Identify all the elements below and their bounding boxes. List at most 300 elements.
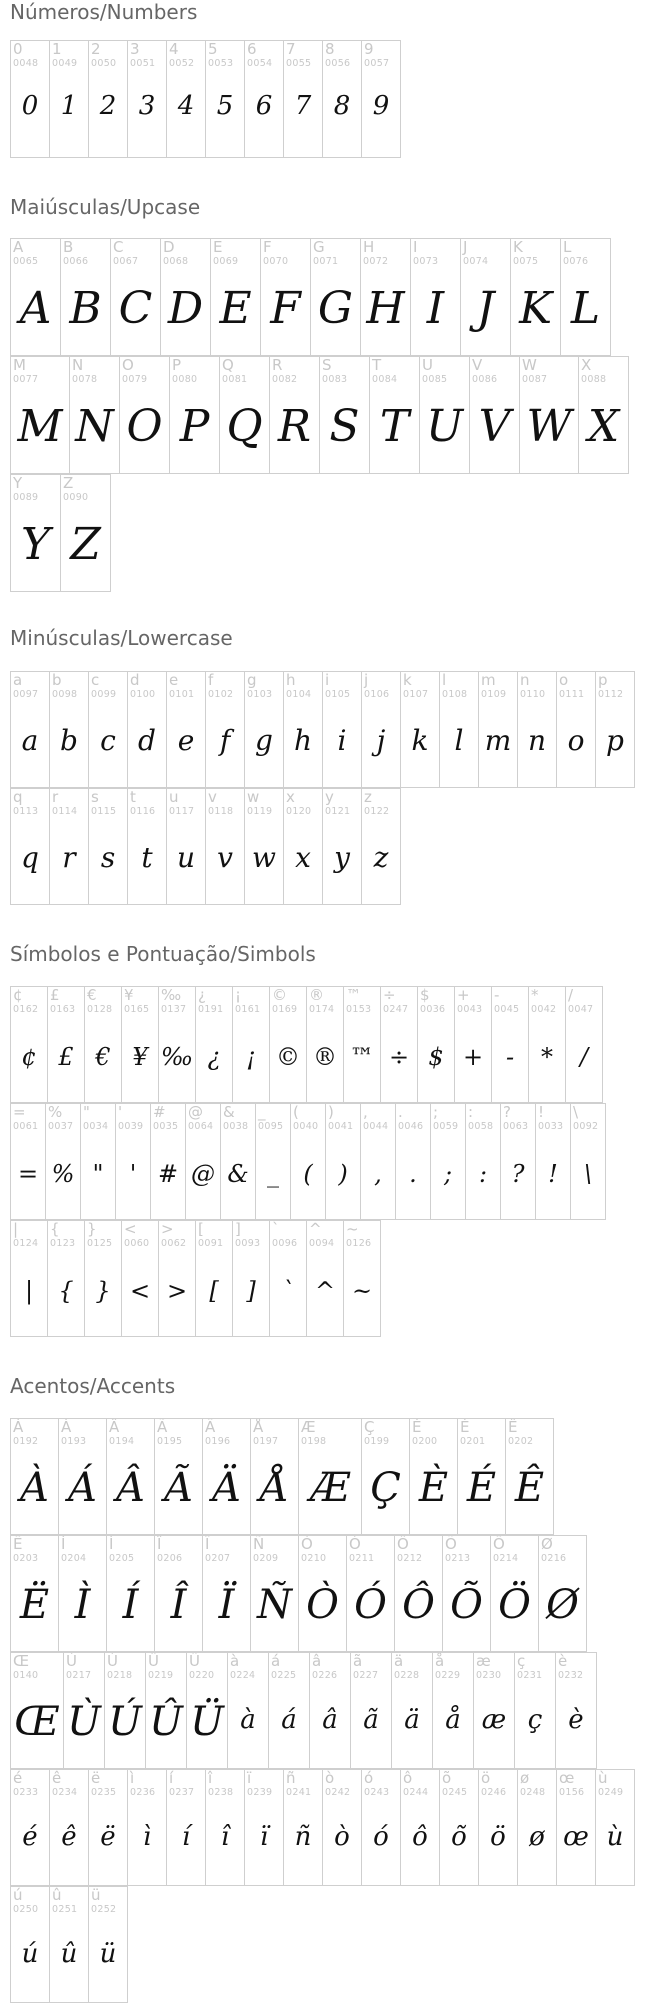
glyph-code: 0207: [205, 1553, 231, 1564]
glyph-cell: [298, 1418, 362, 1535]
glyph-char-label: E: [213, 238, 223, 256]
glyph-cell: [409, 1418, 458, 1535]
glyph-code: 0226: [312, 1670, 338, 1681]
glyph-cell: [360, 1103, 396, 1220]
glyph-char-label: Q: [222, 356, 234, 374]
glyph-preview: Ï: [218, 1582, 235, 1628]
glyph-cell: [119, 356, 170, 474]
glyph-code: 0111: [559, 689, 585, 700]
glyph-code: 0196: [205, 1436, 231, 1447]
glyph-code: 0037: [48, 1121, 74, 1132]
glyph-cell: [127, 1769, 167, 1886]
glyph-cell: [519, 356, 579, 474]
glyph-code: 0251: [52, 1904, 78, 1915]
glyph-code: 0229: [435, 1670, 461, 1681]
glyph-code: 0241: [286, 1787, 312, 1798]
glyph-char-label: D: [163, 238, 175, 256]
glyph-code: 0052: [169, 58, 195, 69]
glyph-code: 0107: [403, 689, 429, 700]
glyph-cell: [250, 1418, 299, 1535]
glyph-cell: [454, 986, 492, 1103]
glyph-preview: (: [303, 1160, 313, 1188]
glyph-code: 0153: [346, 1004, 372, 1015]
glyph-preview: =: [17, 1160, 39, 1188]
glyph-preview: l: [454, 724, 464, 757]
glyph-cell: [460, 238, 511, 356]
glyph-preview: e: [177, 724, 195, 757]
glyph-preview: ¥: [132, 1043, 148, 1071]
glyph-char-label: ó: [364, 1769, 374, 1787]
glyph-char-label: ç: [517, 1652, 526, 1670]
glyph-code: 0092: [573, 1121, 599, 1132]
glyph-cell: [473, 1652, 515, 1769]
glyph-preview: -: [505, 1043, 515, 1071]
glyph-char-label: G: [313, 238, 325, 256]
glyph-preview: n: [527, 724, 547, 757]
glyph-code: 0126: [346, 1238, 372, 1249]
glyph-char-label: @: [188, 1103, 203, 1121]
glyph-char-label: &: [223, 1103, 235, 1121]
glyph-preview: Ü: [190, 1699, 224, 1745]
glyph-code: 0245: [442, 1787, 468, 1798]
glyph-code: 0169: [272, 1004, 298, 1015]
glyph-code: 0120: [286, 806, 312, 817]
glyph-cell: [410, 238, 461, 356]
glyph-char-label: [: [198, 1220, 204, 1238]
glyph-char-label: 5: [208, 40, 218, 58]
glyph-code: 0069: [213, 256, 239, 267]
glyph-char-label: Ç: [364, 1418, 375, 1436]
glyph-code: 0108: [442, 689, 468, 700]
glyph-char-label: S: [322, 356, 332, 374]
glyph-code: 0055: [286, 58, 312, 69]
glyph-char-label: È: [412, 1418, 422, 1436]
glyph-code: 0053: [208, 58, 234, 69]
glyph-char-label: w: [247, 788, 260, 806]
glyph-cell: [10, 474, 61, 592]
glyph-preview: Ã: [164, 1465, 193, 1511]
glyph-char-label: q: [13, 788, 23, 806]
glyph-cell: [478, 1769, 518, 1886]
glyph-preview: Ô: [402, 1582, 435, 1628]
glyph-cell: [69, 356, 120, 474]
glyph-code: 0140: [13, 1670, 39, 1681]
glyph-preview: ™: [350, 1043, 374, 1071]
glyph-char-label: €: [87, 986, 97, 1004]
glyph-cell: [88, 671, 128, 788]
glyph-code: 0212: [397, 1553, 423, 1564]
glyph-preview: â: [322, 1705, 338, 1735]
glyph-cell: [250, 1535, 299, 1652]
glyph-code: 0073: [413, 256, 439, 267]
accents-section-title: Acentos/Accents: [10, 1374, 176, 1398]
glyph-preview: ®: [313, 1043, 337, 1071]
glyph-preview: 3: [138, 91, 156, 121]
glyph-preview: Ò: [306, 1582, 339, 1628]
glyph-preview: {: [58, 1277, 74, 1305]
glyph-cell: [244, 671, 284, 788]
glyph-char-label: s: [91, 788, 99, 806]
glyph-cell: [350, 1652, 392, 1769]
glyph-cell: [394, 1535, 443, 1652]
glyph-code: 0088: [581, 374, 607, 385]
glyph-char-label: í: [169, 1769, 174, 1787]
glyph-char-label: _: [258, 1103, 266, 1121]
glyph-cell: [319, 356, 370, 474]
glyph-code: 0232: [558, 1670, 584, 1681]
glyph-code: 0077: [13, 374, 39, 385]
glyph-cell: [205, 1769, 245, 1886]
glyph-preview: ê: [61, 1822, 77, 1852]
glyph-code: 0082: [272, 374, 298, 385]
glyph-code: 0074: [463, 256, 489, 267]
glyph-code: 0085: [422, 374, 448, 385]
glyph-char-label: Ï: [205, 1535, 210, 1553]
glyph-code: 0247: [383, 1004, 409, 1015]
glyph-code: 0235: [91, 1787, 117, 1798]
glyph-code: 0039: [118, 1121, 144, 1132]
glyph-preview: Ê: [514, 1465, 545, 1511]
glyph-cell: [391, 1652, 433, 1769]
glyph-char-label: f: [208, 671, 214, 689]
glyph-cell: [439, 1769, 479, 1886]
glyph-code: 0119: [247, 806, 273, 817]
glyph-char-label: ú: [13, 1886, 23, 1904]
glyph-cell: [160, 238, 211, 356]
glyph-code: 0219: [148, 1670, 174, 1681]
glyph-char-label: ù: [598, 1769, 608, 1787]
glyph-preview: Ø: [546, 1582, 579, 1628]
glyph-code: 0123: [50, 1238, 76, 1249]
glyph-code: 0080: [172, 374, 198, 385]
glyph-cell: [298, 1535, 347, 1652]
glyph-cell: [104, 1652, 146, 1769]
glyph-char-label: £: [50, 986, 60, 1004]
glyph-cell: [361, 1769, 401, 1886]
glyph-char-label: Û: [148, 1652, 159, 1670]
glyph-preview: _: [267, 1160, 279, 1188]
glyph-preview: ¢: [21, 1043, 37, 1071]
glyph-preview: H: [366, 283, 405, 334]
glyph-char-label: x: [286, 788, 295, 806]
glyph-char-label: á: [271, 1652, 281, 1670]
glyph-preview: û: [60, 1939, 78, 1969]
glyph-preview: V: [478, 401, 511, 452]
glyph-code: 0106: [364, 689, 390, 700]
glyph-char-label: -: [494, 986, 500, 1004]
glyph-code: 0096: [272, 1238, 298, 1249]
glyph-preview: æ: [481, 1705, 507, 1735]
glyph-code: 0206: [157, 1553, 183, 1564]
glyph-code: 0093: [235, 1238, 261, 1249]
glyph-cell: [127, 40, 167, 158]
glyph-code: 0112: [598, 689, 624, 700]
glyph-preview: p: [606, 724, 624, 757]
glyph-preview: G: [317, 283, 354, 334]
glyph-preview: ,: [374, 1160, 382, 1188]
glyph-preview: g: [255, 724, 273, 757]
glyph-preview: *: [541, 1043, 553, 1071]
glyph-preview: .: [409, 1160, 417, 1188]
glyph-code: 0099: [91, 689, 117, 700]
glyph-cell: [595, 1769, 635, 1886]
glyph-code: 0243: [364, 1787, 390, 1798]
glyph-preview: S: [329, 401, 360, 452]
glyph-cell: [127, 788, 167, 905]
glyph-preview: m: [484, 724, 512, 757]
glyph-preview: ©: [276, 1043, 300, 1071]
glyph-cell: [556, 1769, 596, 1886]
glyph-code: 0100: [130, 689, 156, 700]
glyph-cell: [361, 671, 401, 788]
glyph-char-label: i: [325, 671, 330, 689]
glyph-preview: ä: [404, 1705, 420, 1735]
glyph-char-label: M: [13, 356, 26, 374]
glyph-code: 0191: [198, 1004, 224, 1015]
lowercase-section-title: Minúsculas/Lowercase: [10, 626, 233, 650]
glyph-code: 0121: [325, 806, 351, 817]
glyph-code: 0217: [66, 1670, 92, 1681]
glyph-code: 0246: [481, 1787, 507, 1798]
glyph-preview: X: [587, 401, 620, 452]
glyph-code: 0224: [230, 1670, 256, 1681]
glyph-cell: [185, 1103, 221, 1220]
glyph-preview: R: [277, 401, 312, 452]
glyph-preview: à: [240, 1705, 256, 1735]
glyph-cell: [490, 1535, 539, 1652]
glyph-char-label: !: [538, 1103, 545, 1121]
glyph-code: 0062: [161, 1238, 187, 1249]
glyph-preview: Ù: [67, 1699, 101, 1745]
glyph-char-label: n: [520, 671, 530, 689]
glyph-cell: [283, 788, 323, 905]
glyph-cell: [110, 238, 161, 356]
glyph-code: 0200: [412, 1436, 438, 1447]
glyph-code: 0198: [301, 1436, 327, 1447]
glyph-cell: [106, 1418, 155, 1535]
glyph-cell: [106, 1535, 155, 1652]
glyph-code: 0205: [109, 1553, 135, 1564]
glyph-code: 0230: [476, 1670, 502, 1681]
glyph-cell: [49, 1769, 89, 1886]
glyph-cell: [49, 788, 89, 905]
glyph-char-label: Œ: [13, 1652, 30, 1670]
glyph-char-label: î: [208, 1769, 213, 1787]
glyph-preview: È: [418, 1465, 449, 1511]
glyph-cell: [309, 1652, 351, 1769]
glyph-preview: E: [219, 283, 252, 334]
glyph-char-label: Ì: [61, 1535, 66, 1553]
glyph-cell: [202, 1418, 251, 1535]
glyph-preview: 7: [294, 91, 312, 121]
glyph-preview: C: [118, 283, 153, 334]
glyph-code: 0113: [13, 806, 39, 817]
glyph-code: 0105: [325, 689, 351, 700]
glyph-cell: [166, 40, 206, 158]
glyph-char-label: L: [563, 238, 572, 256]
glyph-cell: [58, 1418, 107, 1535]
glyph-preview: I: [426, 283, 445, 334]
glyph-preview: t: [141, 841, 153, 874]
glyph-code: 0225: [271, 1670, 297, 1681]
glyph-preview: :: [478, 1160, 488, 1188]
glyph-code: 0109: [481, 689, 507, 700]
glyph-cell: [343, 1220, 381, 1337]
glyph-code: 0060: [124, 1238, 150, 1249]
glyph-preview: j: [376, 724, 386, 757]
glyph-char-label: ö: [481, 1769, 491, 1787]
glyph-preview: o: [567, 724, 585, 757]
glyph-preview: [: [209, 1277, 219, 1305]
glyph-cell: [219, 356, 270, 474]
glyph-code: 0034: [83, 1121, 109, 1132]
glyph-cell: [10, 1652, 64, 1769]
glyph-char-label: Â: [109, 1418, 120, 1436]
glyph-code: 0045: [494, 1004, 520, 1015]
glyph-char-label: ü: [91, 1886, 101, 1904]
glyph-preview: r: [62, 841, 76, 874]
glyph-char-label: ©: [272, 986, 287, 1004]
glyph-code: 0137: [161, 1004, 187, 1015]
glyph-char-label: ï: [247, 1769, 252, 1787]
glyph-preview: /: [579, 1043, 589, 1071]
glyph-code: 0044: [363, 1121, 389, 1132]
glyph-preview: ;: [443, 1160, 453, 1188]
glyph-char-label: 9: [364, 40, 374, 58]
glyph-preview: J: [476, 283, 495, 334]
glyph-cell: [500, 1103, 536, 1220]
glyph-code: 0210: [301, 1553, 327, 1564]
glyph-char-label: o: [559, 671, 569, 689]
glyph-cell: [166, 671, 206, 788]
glyph-cell: [47, 1220, 85, 1337]
glyph-char-label: .: [398, 1103, 403, 1121]
glyph-code: 0084: [372, 374, 398, 385]
glyph-preview: å: [445, 1705, 461, 1735]
glyph-code: 0056: [325, 58, 351, 69]
glyph-cell: [322, 1769, 362, 1886]
glyph-char-label: ?: [503, 1103, 511, 1121]
glyph-preview: h: [293, 724, 313, 757]
glyph-cell: [88, 1886, 128, 2003]
glyph-code: 0042: [531, 1004, 557, 1015]
glyph-char-label: û: [52, 1886, 62, 1904]
glyph-cell: [10, 1418, 59, 1535]
glyph-preview: ù: [606, 1822, 624, 1852]
glyph-code: 0216: [541, 1553, 567, 1564]
glyph-cell: [560, 238, 611, 356]
glyph-preview: Á: [68, 1465, 97, 1511]
glyph-code: 0201: [460, 1436, 486, 1447]
glyph-code: 0118: [208, 806, 234, 817]
glyph-char-label: ì: [130, 1769, 135, 1787]
glyph-char-label: H: [363, 238, 375, 256]
glyph-char-label: Ø: [541, 1535, 553, 1553]
glyph-code: 0202: [508, 1436, 534, 1447]
glyph-char-label: ñ: [286, 1769, 296, 1787]
glyph-char-label: 3: [130, 40, 140, 58]
glyph-char-label: Ò: [301, 1535, 313, 1553]
glyph-preview: Z: [70, 519, 101, 570]
glyph-cell: [63, 1652, 105, 1769]
glyph-char-label: P: [172, 356, 182, 374]
glyph-cell: [169, 356, 220, 474]
glyph-char-label: >: [161, 1220, 174, 1238]
glyph-code: 0194: [109, 1436, 135, 1447]
glyph-char-label: m: [481, 671, 496, 689]
glyph-preview: F: [270, 283, 301, 334]
glyph-char-label: u: [169, 788, 179, 806]
glyph-char-label: Å: [253, 1418, 264, 1436]
glyph-char-label: X: [581, 356, 592, 374]
glyph-code: 0227: [353, 1670, 379, 1681]
glyph-char-label: à: [230, 1652, 240, 1670]
glyph-char-label: ): [328, 1103, 334, 1121]
glyph-code: 0038: [223, 1121, 249, 1132]
glyph-code: 0103: [247, 689, 273, 700]
glyph-preview: }: [95, 1277, 111, 1305]
glyph-preview: N: [75, 401, 114, 452]
glyph-cell: [154, 1535, 203, 1652]
glyph-cell: [10, 1103, 46, 1220]
glyph-cell: [322, 40, 362, 158]
glyph-cell: [127, 671, 167, 788]
glyph-char-label: c: [91, 671, 100, 689]
glyph-preview: ç: [527, 1705, 543, 1735]
glyph-cell: [47, 986, 85, 1103]
glyph-preview: ú: [21, 1939, 39, 1969]
glyph-cell: [145, 1652, 187, 1769]
glyph-code: 0081: [222, 374, 248, 385]
glyph-preview: ó: [373, 1822, 389, 1852]
glyph-char-label: e: [169, 671, 179, 689]
glyph-cell: [514, 1652, 556, 1769]
glyph-cell: [60, 238, 111, 356]
glyph-char-label: 4: [169, 40, 179, 58]
glyph-char-label: Ô: [397, 1535, 409, 1553]
glyph-code: 0204: [61, 1553, 87, 1564]
glyph-cell: [10, 788, 50, 905]
glyph-code: 0097: [13, 689, 39, 700]
glyph-preview: 6: [255, 91, 273, 121]
glyph-code: 0102: [208, 689, 234, 700]
glyph-preview: Ú: [108, 1699, 142, 1745]
glyph-cell: [538, 1535, 587, 1652]
glyph-char-label: Õ: [445, 1535, 457, 1553]
glyph-preview: è: [568, 1705, 584, 1735]
glyph-char-label: z: [364, 788, 372, 806]
glyph-char-label: *: [531, 986, 539, 1004]
glyph-cell: [150, 1103, 186, 1220]
glyph-cell: [45, 1103, 81, 1220]
glyph-preview: ì: [142, 1822, 152, 1852]
glyph-cell: [205, 671, 245, 788]
glyph-cell: [361, 788, 401, 905]
glyph-code: 0070: [263, 256, 289, 267]
glyph-cell: [346, 1535, 395, 1652]
glyph-preview: í: [181, 1822, 191, 1852]
glyph-cell: [595, 671, 635, 788]
glyph-char-label: ": [83, 1103, 90, 1121]
glyph-char-label: Ú: [107, 1652, 118, 1670]
glyph-preview: \: [583, 1160, 593, 1188]
glyph-preview: ?: [511, 1160, 525, 1188]
glyph-char-label: â: [312, 1652, 322, 1670]
glyph-preview: `: [282, 1277, 294, 1305]
glyph-code: 0115: [91, 806, 117, 817]
glyph-code: 0067: [113, 256, 139, 267]
glyph-preview: ¡: [246, 1043, 256, 1071]
